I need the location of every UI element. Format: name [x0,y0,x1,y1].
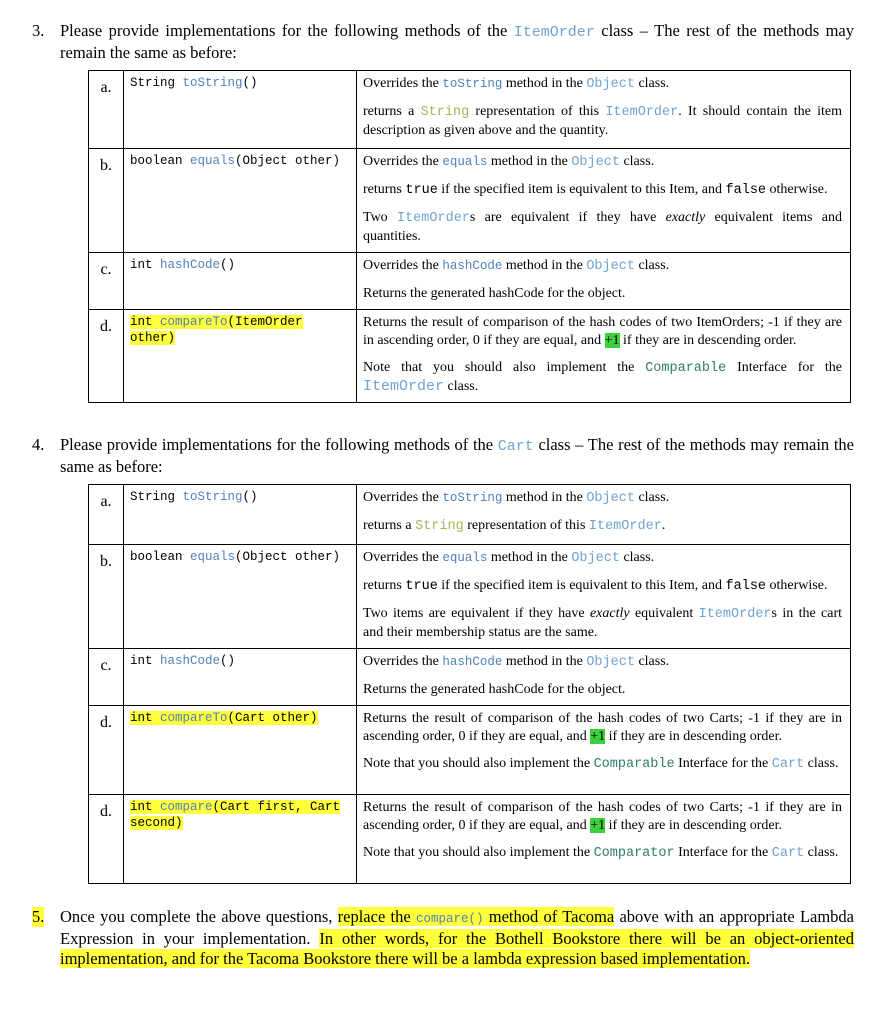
table-row [89,71,851,149]
row-label: b. [89,545,124,649]
method-signature: int hashCode() [124,253,357,310]
method-description: Overrides the toString method in the Object class. returns a String representation of this ItemOrder. [357,485,851,545]
row-label: b. [89,149,124,253]
row-label: a. [89,485,124,545]
method-description: Returns the result of comparison of the hash codes of two ItemOrders; -1 if they are in ascending order, 0 if they are equal, and +1 if they are in descending order. Note that you should also implement the Comparable Interface for the ItemOrder class. [357,310,851,403]
row-label: d. [89,706,124,795]
class-name: Cart [497,438,534,455]
method-description: Returns the result of comparison of the hash codes of two Carts; -1 if they are in ascending order, 0 if they are equal, and +1 if they are in descending order. Note that you should also implement the Comparator Interface for the Cart class. [357,795,851,884]
question-text: Please provide implementations for the following methods of the ItemOrder class – The rest of the methods may remain the same as before: [60,21,854,62]
method-signature: boolean equals(Object other) [124,545,357,649]
method-description: Overrides the toString method in the Object class. returns a String representation of this ItemOrder. It should contain the item description as given above and the quantity. [357,71,851,149]
method-description: Overrides the equals method in the Object class. returns true if the specified item is equivalent to this Item, and false otherwise. Two ItemOrders are equivalent if they have exactly equivalent items and quantities. [357,149,851,253]
question-4 [32,435,854,477]
row-label: d. [89,795,124,884]
table-row [89,706,851,795]
table-row [89,545,851,649]
method-description: Returns the result of comparison of the hash codes of two Carts; -1 if they are in ascending order, 0 if they are equal, and +1 if they are in descending order. Note that you should also implement the Comparable Interface for the Cart class. [357,706,851,795]
table-row [89,795,851,884]
table-row [89,149,851,253]
method-signature: String toString() [124,485,357,545]
method-description: Overrides the equals method in the Object class. returns true if the specified item is equivalent to this Item, and false otherwise. Two items are equivalent if they have exactly equivalent ItemOrders in the cart and their membership status are the same. [357,545,851,649]
highlight-plus-one: +1 [604,333,620,348]
row-label: c. [89,253,124,310]
itemorder-methods-table [88,70,851,403]
cart-methods-table [88,484,851,884]
highlight-plus-one: +1 [590,818,606,833]
question-text: Once you complete the above questions, replace the compare() method of Tacoma above with an appropriate Lambda Expression in your implementation. In other words, for the Bothell Bookstore there will be an object-oriented implementation, and for the Tacoma Bookstore there will be a lambda expression based implementation. [60,907,854,968]
table-row [89,310,851,403]
method-signature: int hashCode() [124,649,357,706]
method-signature: int compareTo(ItemOrder other) [124,310,357,403]
class-name: ItemOrder [513,24,595,41]
method-signature: int compare(Cart first, Cart second) [124,795,357,884]
method-signature: boolean equals(Object other) [124,149,357,253]
question-number: 4. [32,435,45,454]
table-row [89,649,851,706]
table-row [89,253,851,310]
row-label: d. [89,310,124,403]
question-number: 3. [32,21,45,40]
table-row [89,485,851,545]
method-description: Overrides the hashCode method in the Object class. Returns the generated hashCode for the object. [357,649,851,706]
question-3 [32,21,854,63]
highlight-plus-one: +1 [590,729,606,744]
question-number: 5. [32,907,45,926]
question-5 [32,907,854,969]
method-signature: int compareTo(Cart other) [124,706,357,795]
row-label: a. [89,71,124,149]
question-text: Please provide implementations for the following methods of the Cart class – The rest of the methods may remain the same as before: [60,435,854,476]
method-description: Overrides the hashCode method in the Object class. Returns the generated hashCode for the object. [357,253,851,310]
row-label: c. [89,649,124,706]
method-signature: String toString() [124,71,357,149]
